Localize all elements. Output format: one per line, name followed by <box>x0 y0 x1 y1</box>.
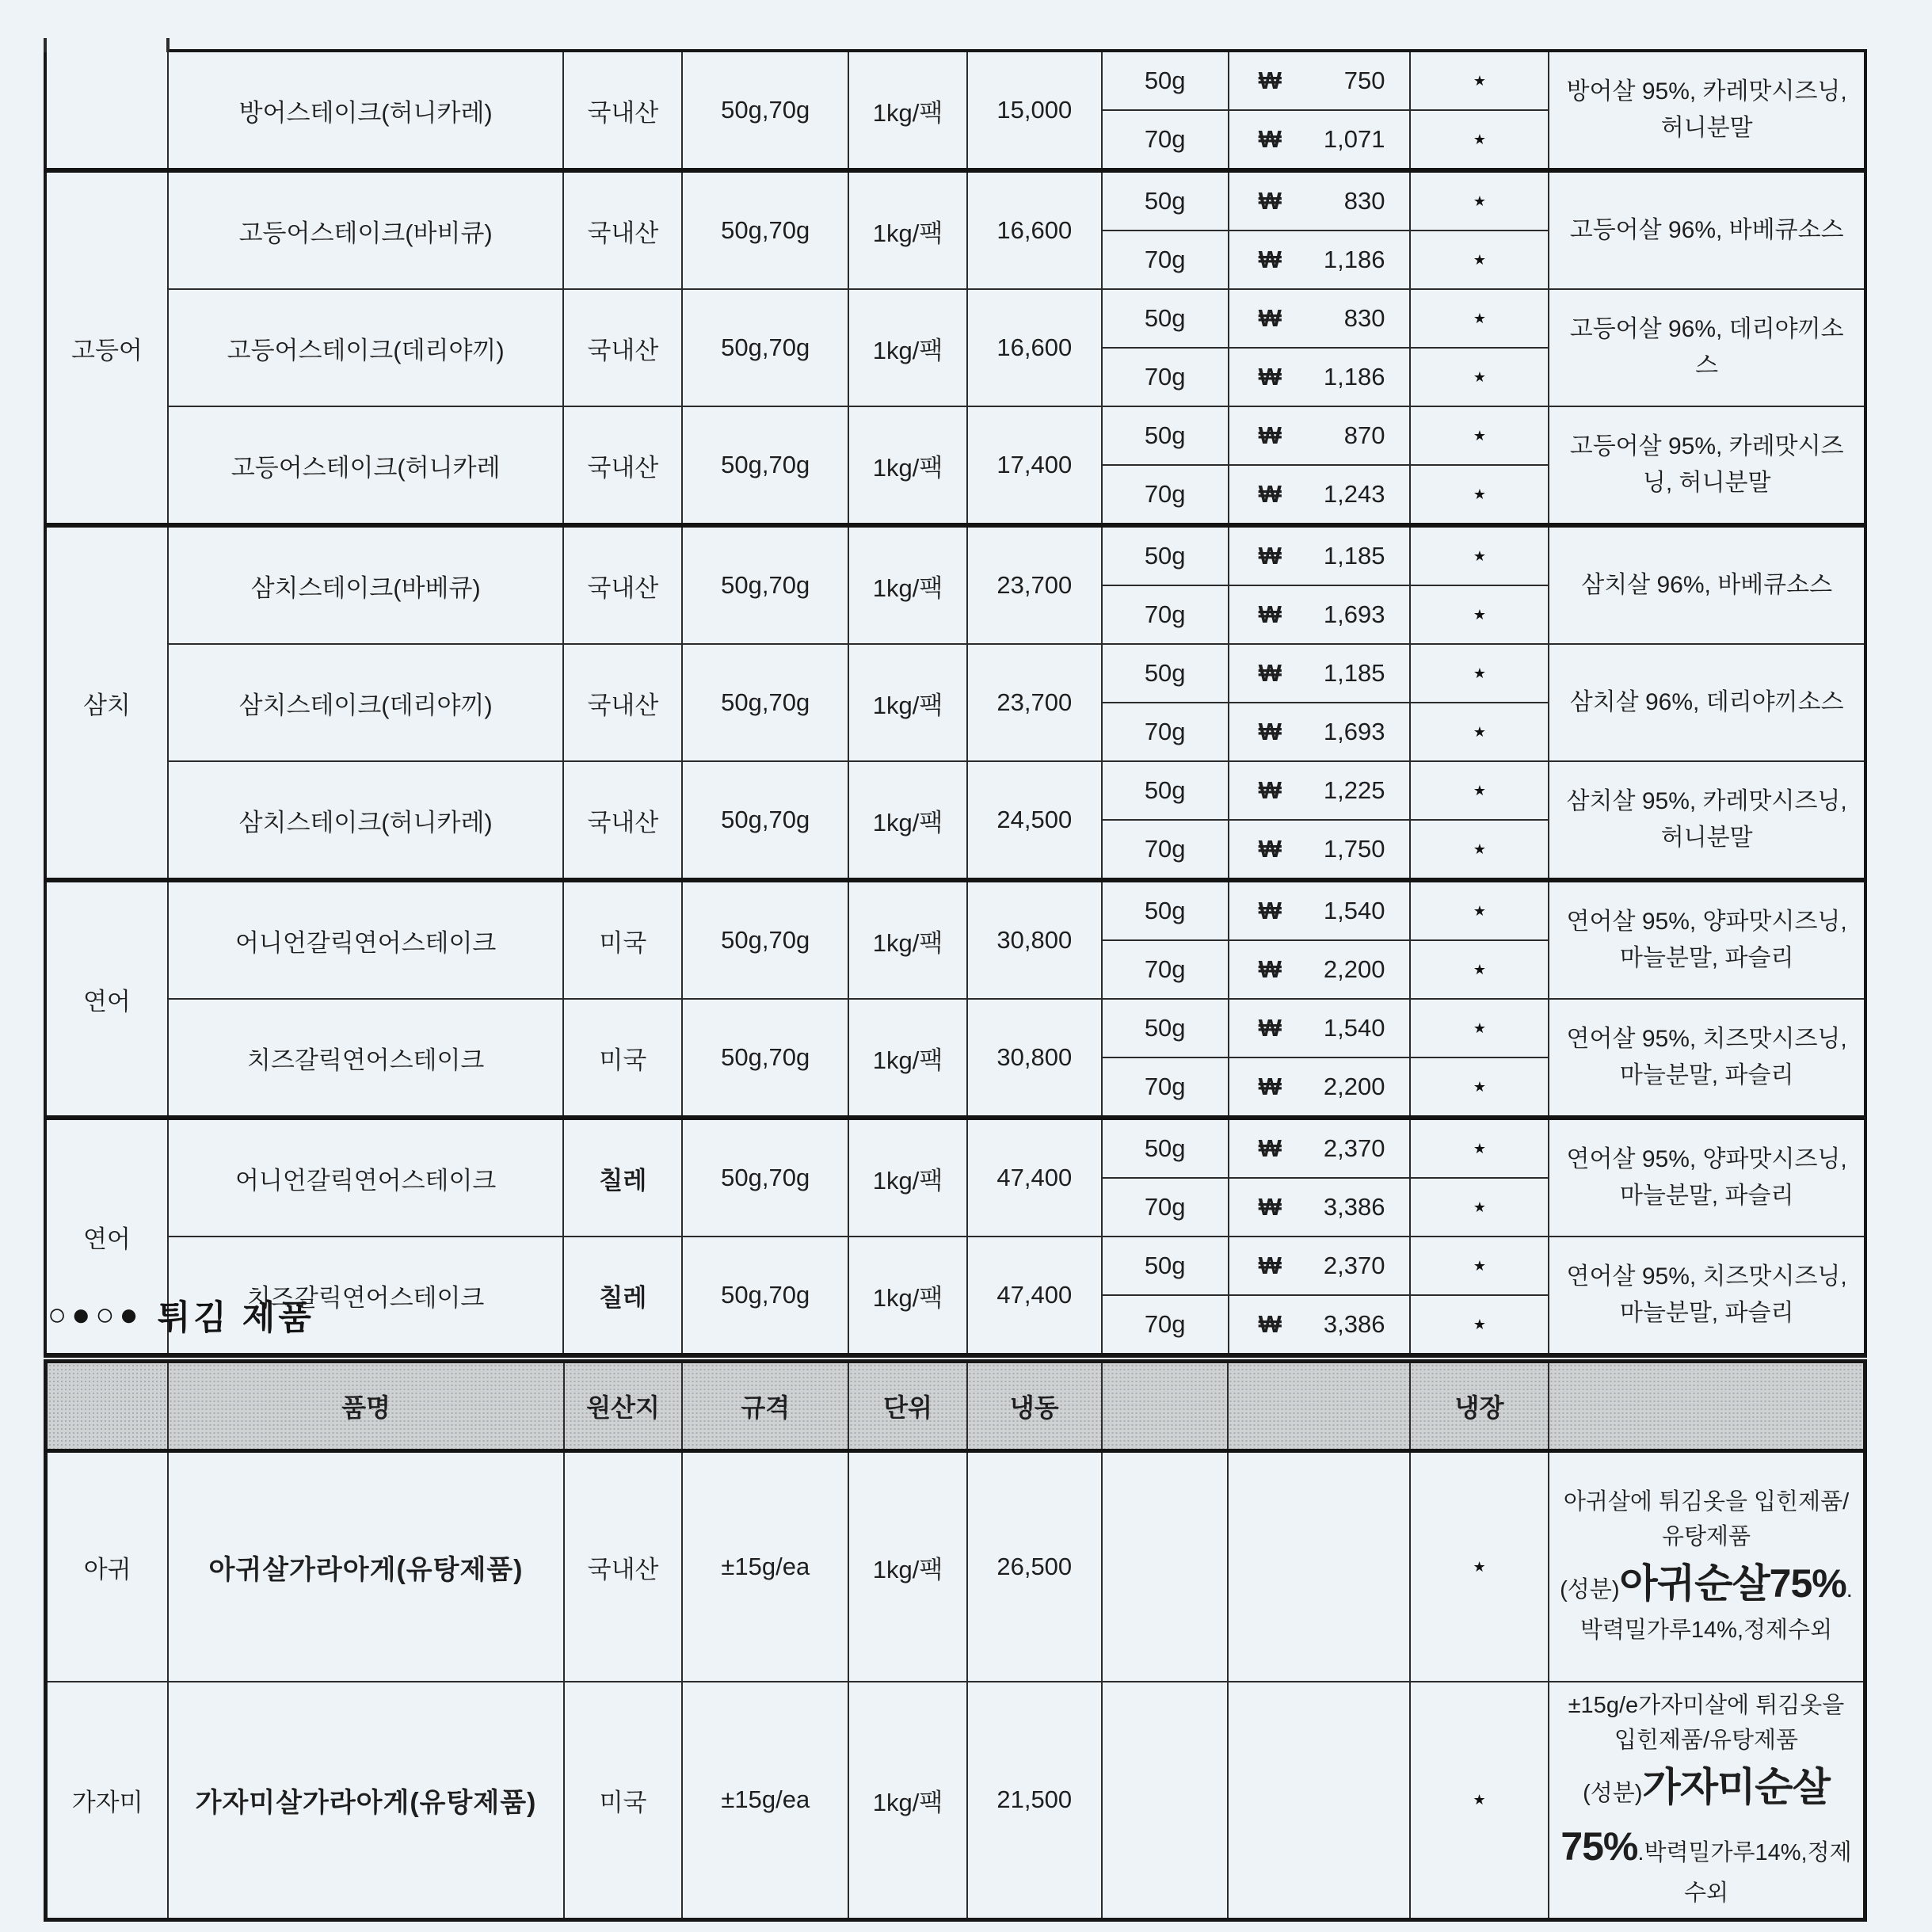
weight-label: 50g <box>1102 1237 1229 1295</box>
unit-price-cell <box>1229 170 1411 231</box>
refrigerated-mark: ★ <box>1410 703 1549 761</box>
refrigerated-mark: ★ <box>1410 170 1549 231</box>
unit-price: 3,386 <box>1323 1193 1385 1221</box>
unit-price: 1,071 <box>1323 125 1385 153</box>
weight-label: 50g <box>1102 525 1229 585</box>
steak-row <box>45 1118 1865 1178</box>
product-name: 어니언갈릭연어스테이크 <box>168 1118 564 1237</box>
steak-row <box>45 644 1865 703</box>
weight-cell-empty <box>1102 1682 1229 1919</box>
weight-label: 70g <box>1102 1295 1229 1355</box>
won-sign: ₩ <box>1258 1014 1280 1042</box>
frozen-price: 23,700 <box>967 644 1102 761</box>
steak-row <box>45 761 1865 820</box>
header-spec: 규격 <box>682 1362 848 1451</box>
product-name: 아귀살가라아게(유탕제품) <box>168 1451 563 1682</box>
steak-row <box>45 999 1865 1057</box>
unit-cell: 1kg/팩 <box>848 999 967 1118</box>
description-main: 아귀살에 튀김옷을 입힌제품/유탕제품 <box>1563 1489 1850 1549</box>
unit-price-cell <box>1229 940 1411 999</box>
unit-cell: 1kg/팩 <box>848 51 967 170</box>
origin-cell: 칠레 <box>563 1118 682 1237</box>
unit-price-cell <box>1229 406 1411 465</box>
product-name: 방어스테이크(허니카레) <box>168 51 564 170</box>
description-cell <box>1549 1451 1865 1682</box>
header-frozen: 냉동 <box>967 1362 1102 1451</box>
spec-cell: 50g,70g <box>682 999 848 1118</box>
weight-label: 50g <box>1102 51 1229 110</box>
header-price <box>1228 1362 1410 1451</box>
unit-cell: 1kg/팩 <box>848 644 967 761</box>
origin-cell: 칠레 <box>563 1237 682 1355</box>
won-sign: ₩ <box>1258 776 1280 804</box>
category-cell: 연어 <box>45 880 168 1118</box>
header-category <box>46 1362 169 1451</box>
weight-cell-empty <box>1102 1451 1229 1682</box>
spec-cell: 50g,70g <box>682 51 848 170</box>
unit-price-cell <box>1229 644 1411 703</box>
frozen-price: 17,400 <box>967 406 1102 525</box>
unit-cell: 1kg/팩 <box>848 406 967 525</box>
won-sign: ₩ <box>1258 542 1280 570</box>
won-sign: ₩ <box>1258 1073 1280 1100</box>
unit-price-cell <box>1229 820 1411 880</box>
refrigerated-mark: ★ <box>1410 999 1549 1057</box>
refrigerated-mark: ★ <box>1410 880 1549 940</box>
category-cell: 아귀 <box>46 1451 169 1682</box>
fried-table-wrap <box>44 1359 1867 1922</box>
category-cell <box>45 51 168 170</box>
unit-price: 830 <box>1343 304 1385 332</box>
description-cell: 연어살 95%, 양파맛시즈닝, 마늘분말, 파슬리 <box>1549 1118 1865 1237</box>
origin-cell: 국내산 <box>563 761 682 880</box>
unit-price: 1,540 <box>1323 897 1385 924</box>
weight-label: 70g <box>1102 703 1229 761</box>
unit-price-cell <box>1229 465 1411 525</box>
ingredient-label: (성분) <box>1583 1781 1643 1806</box>
origin-cell: 국내산 <box>563 170 682 289</box>
won-sign: ₩ <box>1258 246 1280 273</box>
refrigerated-mark: ★ <box>1410 940 1549 999</box>
unit-price: 1,693 <box>1323 600 1385 628</box>
unit-price: 750 <box>1343 67 1385 94</box>
unit-cell: 1kg/팩 <box>848 170 967 289</box>
origin-cell: 국내산 <box>563 644 682 761</box>
origin-cell: 미국 <box>563 880 682 999</box>
header-unit: 단위 <box>848 1362 967 1451</box>
product-name: 삼치스테이크(데리야끼) <box>168 644 564 761</box>
spec-cell: 50g,70g <box>682 761 848 880</box>
unit-price: 2,200 <box>1323 955 1385 983</box>
spec-cell: ±15g/ea <box>682 1451 848 1682</box>
weight-label: 50g <box>1102 289 1229 348</box>
refrigerated-mark: ★ <box>1410 110 1549 170</box>
unit-price: 830 <box>1343 187 1385 215</box>
unit-price: 1,750 <box>1323 835 1385 863</box>
unit-cell: 1kg/팩 <box>848 525 967 644</box>
steak-table <box>44 49 1867 1358</box>
frozen-price: 47,400 <box>967 1237 1102 1355</box>
description-cell: 삼치살 96%, 데리야끼소스 <box>1549 644 1865 761</box>
won-sign: ₩ <box>1258 1134 1280 1162</box>
won-sign: ₩ <box>1258 187 1280 215</box>
header-product-name: 품명 <box>168 1362 563 1451</box>
refrigerated-mark: ★ <box>1410 465 1549 525</box>
product-name: 치즈갈릭연어스테이크 <box>168 1237 564 1355</box>
refrigerated-mark: ★ <box>1410 1178 1549 1237</box>
won-sign: ₩ <box>1258 67 1280 94</box>
weight-label: 50g <box>1102 761 1229 820</box>
origin-cell: 미국 <box>564 1682 683 1919</box>
header-refrigerated: 냉장 <box>1410 1362 1549 1451</box>
fried-table-header-row <box>46 1362 1865 1451</box>
product-name: 삼치스테이크(허니카레) <box>168 761 564 880</box>
unit-cell: 1kg/팩 <box>848 1118 967 1237</box>
unit-price: 1,693 <box>1323 718 1385 745</box>
unit-price-cell <box>1229 110 1411 170</box>
won-sign: ₩ <box>1258 600 1280 628</box>
product-name: 고등어스테이크(바비큐) <box>168 170 564 289</box>
won-sign: ₩ <box>1258 897 1280 924</box>
spec-cell: 50g,70g <box>682 1237 848 1355</box>
unit-price-cell <box>1229 231 1411 289</box>
frozen-price: 16,600 <box>967 289 1102 406</box>
frozen-price: 47,400 <box>967 1118 1102 1237</box>
unit-cell: 1kg/팩 <box>848 1237 967 1355</box>
header-description <box>1549 1362 1865 1451</box>
won-sign: ₩ <box>1258 125 1280 153</box>
weight-label: 70g <box>1102 110 1229 170</box>
header-origin: 원산지 <box>564 1362 683 1451</box>
won-sign: ₩ <box>1258 421 1280 449</box>
unit-price: 1,186 <box>1323 363 1385 391</box>
origin-cell: 국내산 <box>564 1451 683 1682</box>
steak-row <box>45 525 1865 585</box>
description-main: ±15g/e가자미살에 튀김옷을 입힌제품/유탕제품 <box>1568 1693 1845 1753</box>
unit-price: 3,386 <box>1323 1310 1385 1338</box>
description-cell: 삼치살 96%, 바베큐소스 <box>1549 525 1865 644</box>
spec-cell: 50g,70g <box>682 644 848 761</box>
product-name: 삼치스테이크(바베큐) <box>168 525 564 644</box>
unit-cell: 1kg/팩 <box>848 289 967 406</box>
origin-cell: 미국 <box>563 999 682 1118</box>
won-sign: ₩ <box>1258 1193 1280 1221</box>
description-cell: 방어살 95%, 카레맛시즈닝, 허니분말 <box>1549 51 1865 170</box>
description-cell: 고등어살 96%, 데리야끼소스 <box>1549 289 1865 406</box>
category-column-right-stub <box>166 38 170 52</box>
ingredient-label: (성분) <box>1560 1577 1620 1603</box>
refrigerated-mark: ★ <box>1410 406 1549 465</box>
weight-label: 50g <box>1102 1118 1229 1178</box>
origin-cell: 국내산 <box>563 51 682 170</box>
won-sign: ₩ <box>1258 1252 1280 1279</box>
unit-price: 2,370 <box>1323 1134 1385 1162</box>
spec-cell: ±15g/ea <box>682 1682 848 1919</box>
refrigerated-mark: ★ <box>1410 289 1549 348</box>
unit-price: 1,185 <box>1323 542 1385 570</box>
unit-price: 2,370 <box>1323 1252 1385 1279</box>
origin-cell: 국내산 <box>563 525 682 644</box>
weight-label: 70g <box>1102 940 1229 999</box>
frozen-price: 15,000 <box>967 51 1102 170</box>
description-cell: 고등어살 95%, 카레맛시즈닝, 허니분말 <box>1549 406 1865 525</box>
category-cell: 삼치 <box>45 525 168 880</box>
spec-cell: 50g,70g <box>682 406 848 525</box>
weight-label: 70g <box>1102 465 1229 525</box>
spec-cell: 50g,70g <box>682 170 848 289</box>
product-name: 고등어스테이크(허니카레 <box>168 406 564 525</box>
unit-price-cell <box>1229 999 1411 1057</box>
frozen-price: 24,500 <box>967 761 1102 880</box>
steak-row <box>45 406 1865 465</box>
fried-row <box>46 1682 1865 1919</box>
won-sign: ₩ <box>1258 480 1280 508</box>
unit-price-cell <box>1229 585 1411 644</box>
unit-price-cell <box>1229 348 1411 406</box>
steak-row <box>45 880 1865 940</box>
refrigerated-mark: ★ <box>1410 1237 1549 1295</box>
description-cell: 연어살 95%, 치즈맛시즈닝, 마늘분말, 파슬리 <box>1549 999 1865 1118</box>
product-name: 고등어스테이크(데리야끼) <box>168 289 564 406</box>
spec-cell: 50g,70g <box>682 1118 848 1237</box>
frozen-price: 26,500 <box>967 1451 1102 1682</box>
refrigerated-mark: ★ <box>1410 1118 1549 1178</box>
won-sign: ₩ <box>1258 304 1280 332</box>
weight-label: 70g <box>1102 820 1229 880</box>
section-title-text: 튀김 제품 <box>157 1298 314 1337</box>
product-name: 치즈갈릭연어스테이크 <box>168 999 564 1118</box>
origin-cell: 국내산 <box>563 289 682 406</box>
won-sign: ₩ <box>1258 363 1280 391</box>
won-sign: ₩ <box>1258 955 1280 983</box>
refrigerated-mark: ★ <box>1410 1451 1549 1682</box>
category-column-left-stub <box>44 38 47 52</box>
unit-price-cell <box>1229 880 1411 940</box>
unit-price-cell <box>1229 1057 1411 1118</box>
refrigerated-mark: ★ <box>1410 348 1549 406</box>
unit-price-cell <box>1229 1178 1411 1237</box>
ingredient-rest: .박력밀가루14%,정제수외 <box>1580 1577 1853 1644</box>
category-cell: 가자미 <box>46 1682 169 1919</box>
price-cell-empty <box>1228 1682 1410 1919</box>
weight-label: 70g <box>1102 585 1229 644</box>
fried-row <box>46 1451 1865 1682</box>
frozen-price: 16,600 <box>967 170 1102 289</box>
refrigerated-mark: ★ <box>1410 231 1549 289</box>
refrigerated-mark: ★ <box>1410 525 1549 585</box>
weight-label: 70g <box>1102 348 1229 406</box>
frozen-price: 23,700 <box>967 525 1102 644</box>
weight-label: 70g <box>1102 231 1229 289</box>
unit-cell: 1kg/팩 <box>848 761 967 880</box>
description-cell: 삼치살 95%, 카레맛시즈닝, 허니분말 <box>1549 761 1865 880</box>
header-weight <box>1102 1362 1229 1451</box>
description-cell: 고등어살 96%, 바베큐소스 <box>1549 170 1865 289</box>
ingredient-rest: .박력밀가루14%,정제수외 <box>1637 1840 1852 1906</box>
category-cell: 연어 <box>45 1118 168 1355</box>
won-sign: ₩ <box>1258 659 1280 687</box>
description-cell: 연어살 95%, 치즈맛시즈닝, 마늘분말, 파슬리 <box>1549 1237 1865 1355</box>
unit-cell: 1kg/팩 <box>848 1682 967 1919</box>
refrigerated-mark: ★ <box>1410 585 1549 644</box>
refrigerated-mark: ★ <box>1410 1057 1549 1118</box>
frozen-price: 30,800 <box>967 880 1102 999</box>
weight-label: 50g <box>1102 999 1229 1057</box>
unit-price-cell <box>1229 289 1411 348</box>
spec-cell: 50g,70g <box>682 289 848 406</box>
category-cell: 고등어 <box>45 170 168 525</box>
price-cell-empty <box>1228 1451 1410 1682</box>
weight-label: 70g <box>1102 1178 1229 1237</box>
unit-price-cell <box>1229 761 1411 820</box>
unit-price: 1,540 <box>1323 1014 1385 1042</box>
unit-cell: 1kg/팩 <box>848 1451 967 1682</box>
weight-label: 70g <box>1102 1057 1229 1118</box>
ingredient-highlight: 아귀순살75% <box>1619 1561 1846 1606</box>
refrigerated-mark: ★ <box>1410 1682 1549 1919</box>
weight-label: 50g <box>1102 170 1229 231</box>
steak-table-wrap <box>44 49 1867 1358</box>
weight-label: 50g <box>1102 880 1229 940</box>
refrigerated-mark: ★ <box>1410 761 1549 820</box>
unit-price-cell <box>1229 51 1411 110</box>
frozen-price: 30,800 <box>967 999 1102 1118</box>
refrigerated-mark: ★ <box>1410 1295 1549 1355</box>
won-sign: ₩ <box>1258 835 1280 863</box>
unit-price: 870 <box>1343 421 1385 449</box>
steak-row <box>45 170 1865 231</box>
frozen-price: 21,500 <box>967 1682 1102 1919</box>
product-name: 어니언갈릭연어스테이크 <box>168 880 564 999</box>
steak-row <box>45 289 1865 348</box>
origin-cell: 국내산 <box>563 406 682 525</box>
won-sign: ₩ <box>1258 718 1280 745</box>
product-name: 가자미살가라아게(유탕제품) <box>168 1682 563 1919</box>
unit-cell: 1kg/팩 <box>848 880 967 999</box>
section-bullet-circles-icon: ○●○● <box>48 1297 143 1332</box>
spec-cell: 50g,70g <box>682 525 848 644</box>
steak-row <box>45 51 1865 110</box>
unit-price: 1,186 <box>1323 246 1385 273</box>
unit-price-cell <box>1229 1118 1411 1178</box>
ingredient-highlight: 가자미순살75% <box>1560 1765 1830 1869</box>
weight-label: 50g <box>1102 644 1229 703</box>
refrigerated-mark: ★ <box>1410 644 1549 703</box>
weight-label: 50g <box>1102 406 1229 465</box>
spec-cell: 50g,70g <box>682 880 848 999</box>
unit-price-cell <box>1229 703 1411 761</box>
refrigerated-mark: ★ <box>1410 820 1549 880</box>
description-cell <box>1549 1682 1865 1919</box>
description-cell: 연어살 95%, 양파맛시즈닝, 마늘분말, 파슬리 <box>1549 880 1865 999</box>
section-title <box>48 1277 1869 1353</box>
unit-price: 1,225 <box>1323 776 1385 804</box>
unit-price: 1,243 <box>1323 480 1385 508</box>
fried-table <box>44 1359 1867 1922</box>
refrigerated-mark: ★ <box>1410 51 1549 110</box>
unit-price: 2,200 <box>1323 1073 1385 1100</box>
unit-price-cell <box>1229 525 1411 585</box>
unit-price: 1,185 <box>1323 659 1385 687</box>
won-sign: ₩ <box>1258 1310 1280 1338</box>
